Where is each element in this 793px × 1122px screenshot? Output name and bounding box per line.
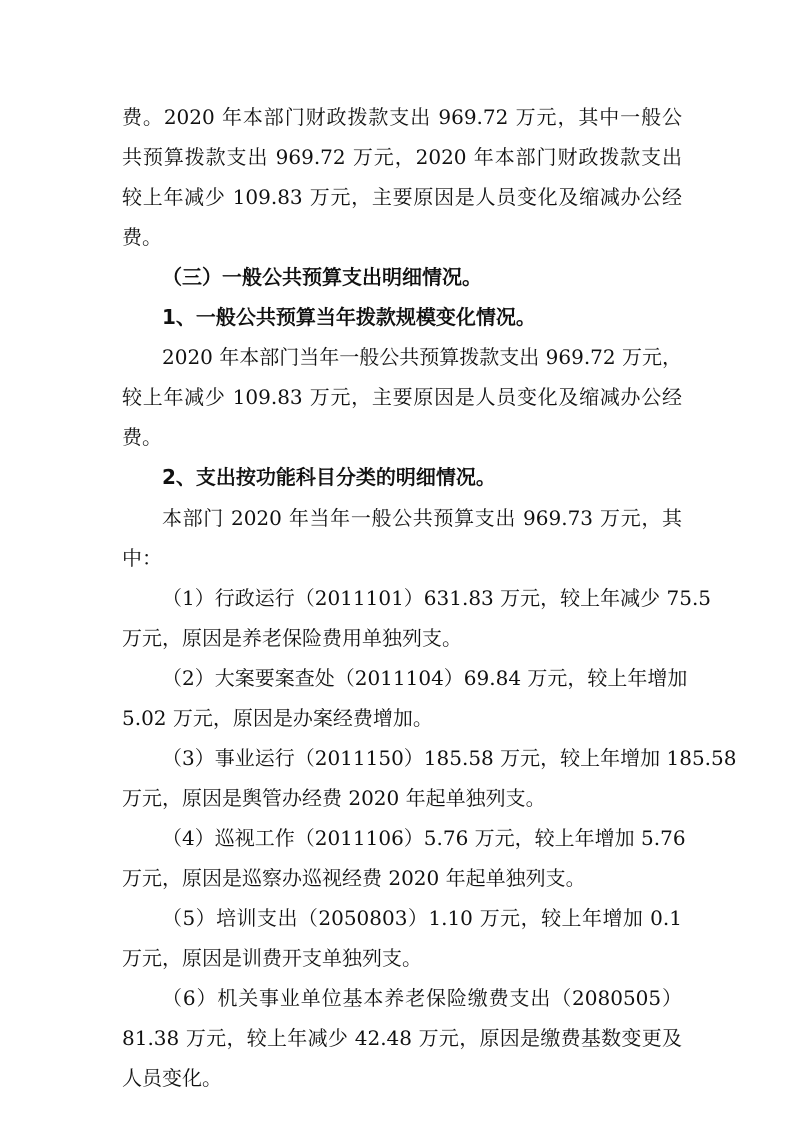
list-item-line: （3）事业运行（2011150）185.58 万元，较上年增加 185.58	[162, 746, 737, 770]
list-item-line: 万元，原因是巡察办巡视经费 2020 年起单独列支。	[122, 866, 586, 890]
list-item-line: 人员变化。	[122, 1066, 222, 1090]
paragraph-line: 本部门 2020 年当年一般公共预算支出 969.73 万元，其	[162, 506, 682, 530]
paragraph-line: 共预算拨款支出 969.72 万元，2020 年本部门财政拨款支出	[122, 145, 682, 169]
paragraph-line: 费。	[122, 425, 162, 449]
paragraph-line: 较上年减少 109.83 万元，主要原因是人员变化及缩减办公经	[122, 185, 682, 209]
paragraph-line: 费。2020 年本部门财政拨款支出 969.72 万元，其中一般公	[122, 105, 682, 129]
section-heading: （三）一般公共预算支出明细情况。	[162, 265, 482, 289]
subsection-heading: 2、支出按功能科目分类的明细情况。	[162, 465, 496, 489]
paragraph-line: 费。	[122, 225, 162, 249]
list-item-line: 81.38 万元，较上年减少 42.48 万元，原因是缴费基数变更及	[122, 1026, 682, 1050]
list-item-line: 5.02 万元，原因是办案经费增加。	[122, 706, 433, 730]
list-item-line: 万元，原因是舆管办经费 2020 年起单独列支。	[122, 786, 546, 810]
list-item-line: （2）大案要案查处（2011104）69.84 万元，较上年增加	[162, 666, 688, 690]
paragraph-line: 中：	[122, 546, 162, 570]
list-item-line: （6）机关事业单位基本养老保险缴费支出（2080505）	[162, 986, 682, 1010]
list-item-line: 万元，原因是训费开支单独列支。	[122, 946, 422, 970]
paragraph-line: 2020 年本部门当年一般公共预算拨款支出 969.72 万元，	[162, 345, 682, 369]
list-item-line: （4）巡视工作（2011106）5.76 万元，较上年增加 5.76	[162, 826, 686, 850]
list-item-line: 万元，原因是养老保险费用单独列支。	[122, 626, 462, 650]
list-item-line: （5）培训支出（2050803）1.10 万元，较上年增加 0.1	[162, 906, 682, 930]
list-item-line: （1）行政运行（2011101）631.83 万元，较上年减少 75.5	[162, 586, 712, 610]
paragraph-line: 较上年减少 109.83 万元，主要原因是人员变化及缩减办公经	[122, 385, 682, 409]
subsection-heading: 1、一般公共预算当年拨款规模变化情况。	[162, 305, 536, 329]
